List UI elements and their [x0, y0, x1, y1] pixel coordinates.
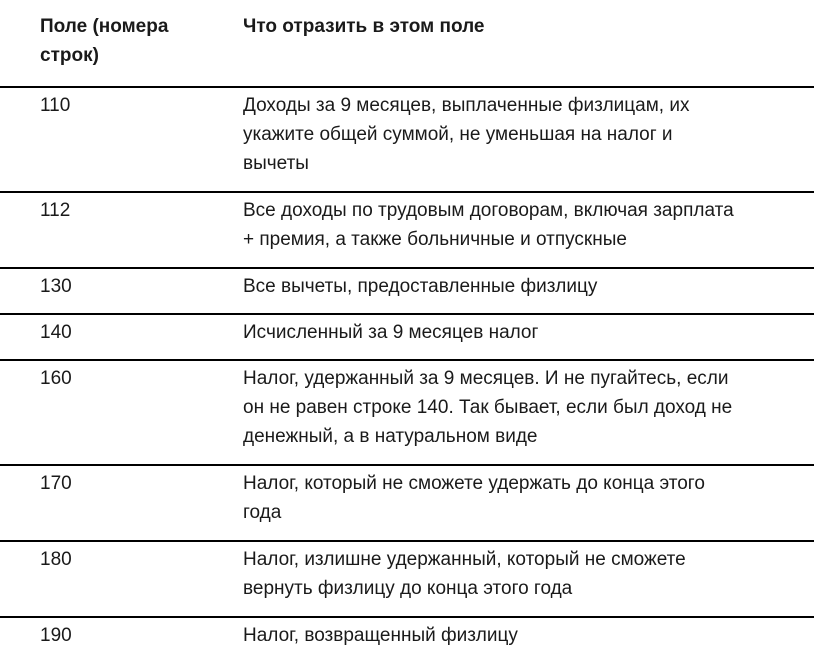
- table-row: [0, 618, 814, 661]
- table-row: [0, 315, 814, 361]
- table-row: [0, 193, 814, 269]
- row-description: Налог, который не сможете удержать до конца этого года: [243, 473, 705, 523]
- row-field: 140: [40, 322, 72, 343]
- row-description: Все вычеты, предоставленные физлицу: [243, 276, 598, 297]
- row-description: Налог, удержанный за 9 месяцев. И не пугайтесь, если он не равен строке 140. Так бывает, если был доход не денежный, а в натуральном виде: [243, 368, 733, 447]
- row-description: Исчисленный за 9 месяцев налог: [243, 322, 539, 343]
- row-field: 190: [40, 625, 72, 646]
- row-description: Налог, возвращенный физлицу: [243, 625, 518, 646]
- table-row: [0, 269, 814, 315]
- table-header: [0, 0, 814, 88]
- header-field: Поле (номера строк): [40, 16, 169, 66]
- row-field: 160: [40, 368, 72, 389]
- row-description: Доходы за 9 месяцев, выплаченные физлицам, их укажите общей суммой, не уменьшая на налог и вычеты: [243, 95, 690, 174]
- table-row: [0, 542, 814, 618]
- table-row: [0, 466, 814, 542]
- header-description: Что отразить в этом поле: [243, 16, 485, 37]
- row-field: 180: [40, 549, 72, 570]
- table-row: [0, 361, 814, 466]
- row-field: 170: [40, 473, 72, 494]
- row-field: 110: [40, 95, 71, 116]
- row-description: Налог, излишне удержанный, который не сможете вернуть физлицу до конца этого года: [243, 549, 686, 599]
- row-description: Все доходы по трудовым договорам, включая зарплата + премия, а также больничные и отпускные: [243, 200, 734, 250]
- table-row: [0, 88, 814, 193]
- row-field: 130: [40, 276, 72, 297]
- row-field: 112: [40, 200, 71, 221]
